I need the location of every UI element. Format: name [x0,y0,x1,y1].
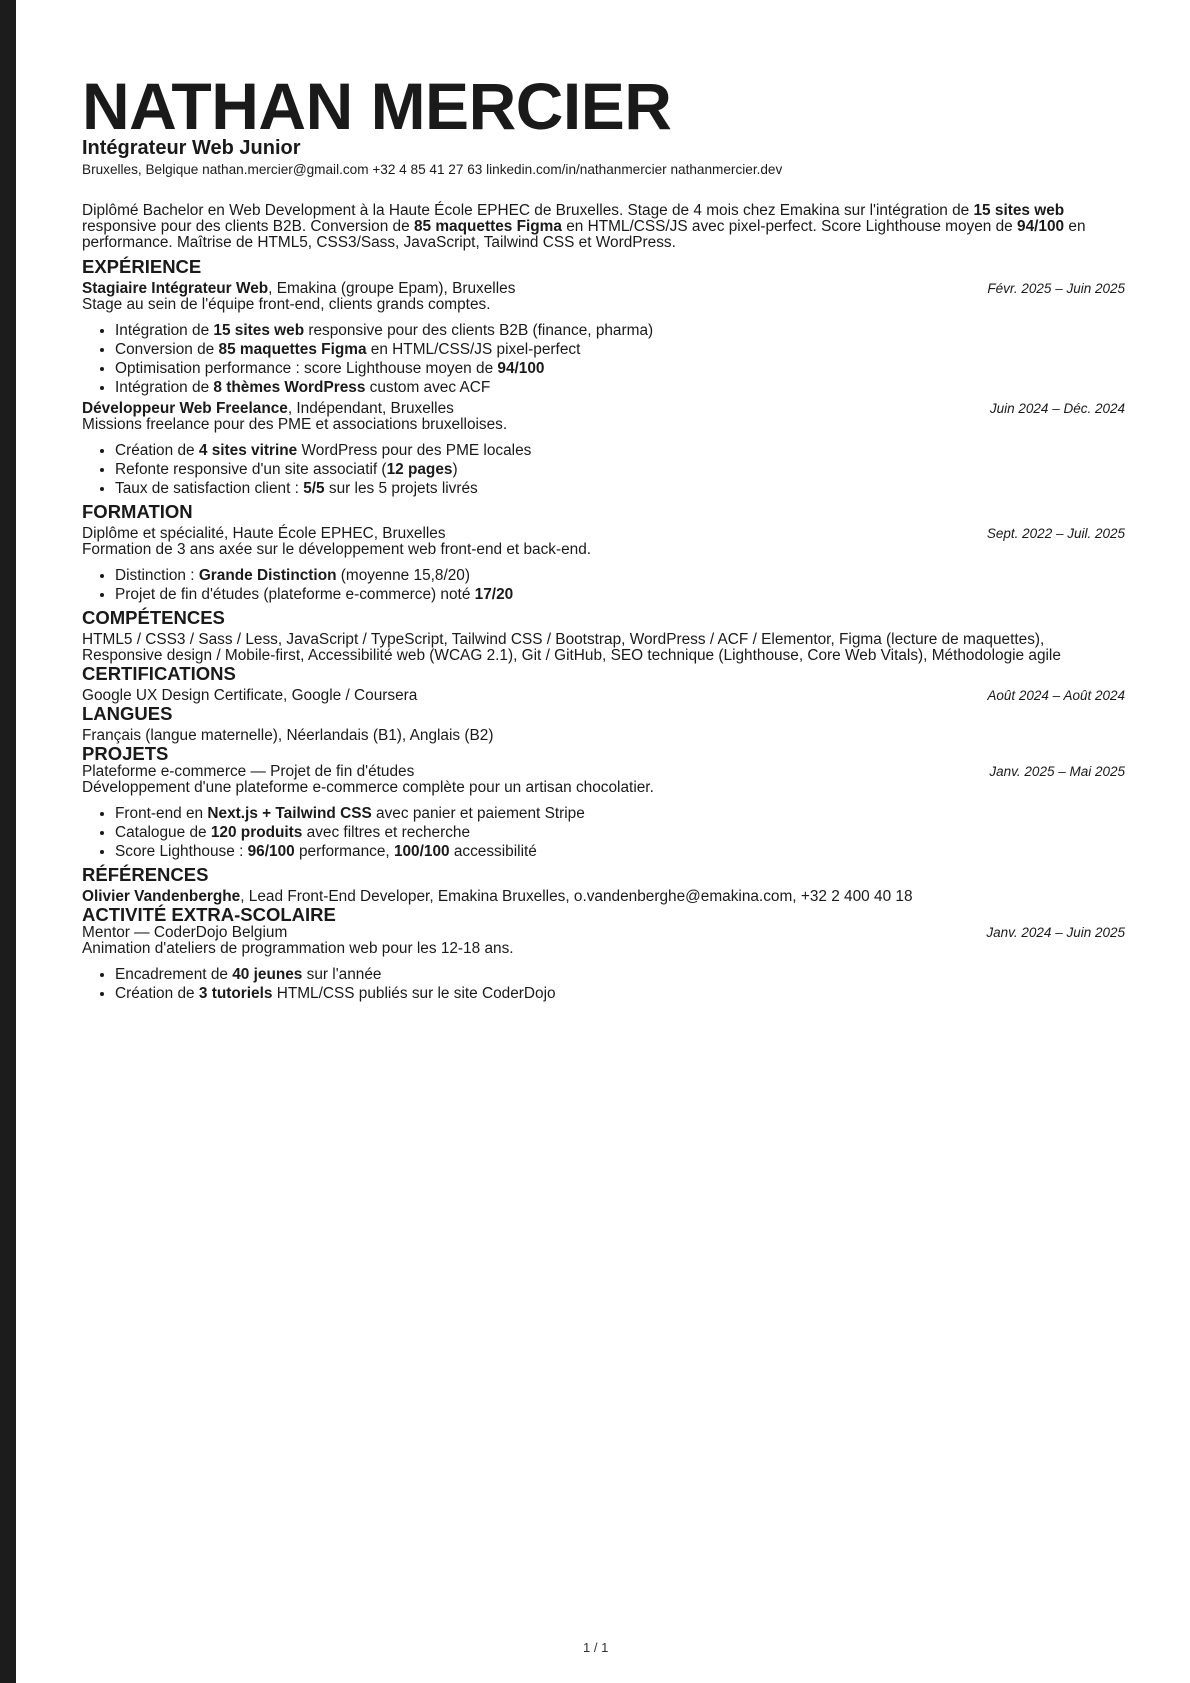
section-title-experience: EXPÉRIENCE [82,256,202,277]
entry-date: Févr. 2025 – Juin 2025 [987,281,1125,296]
entry-org: , Indépendant, Bruxelles [287,400,454,417]
bullet-list [82,804,1125,861]
section-title-skills: COMPÉTENCES [82,607,225,628]
entry-description: Missions freelance pour des PME et associations bruxelloises. [82,416,508,433]
entry-header [82,401,1125,417]
summary: Diplômé Bachelor en Web Development à la Haute École EPHEC de Bruxelles. Stage de 4 mois chez Emakina sur l'intégration de 15 sites web responsive pour des clients B2B. Conversion de 85 maquettes Figma en HTML/CSS/JS avec pixel-perfect. Score Lighthouse moyen de 94/100 en performance. Maîtrise de HTML5, CSS3/Sass, JavaScript, Tailwind CSS et WordPress. [82,202,1086,251]
entry-date: Janv. 2025 – Mai 2025 [989,764,1125,779]
bullet-list [82,321,1125,397]
list-item: • Distinction : Grande Distinction (moyenne 15,8/20) [115,566,1125,585]
list-item: • Score Lighthouse : 96/100 performance, 100/100 accessibilité [115,842,1125,861]
viewer-left-edge [0,0,16,1683]
list-item: • Intégration de 15 sites web responsive pour des clients B2B (finance, pharma) [115,321,1125,340]
entry-date: Août 2024 – Août 2024 [987,688,1125,703]
job-title: Intégrateur Web Junior [82,137,301,159]
resume-body [82,203,1125,1007]
entry-description: Formation de 3 ans axée sur le développement web front-end et back-end. [82,541,592,558]
list-item: • Création de 4 sites vitrine WordPress pour des PME locales [115,441,1125,460]
list-item: • Refonte responsive d'un site associatif (12 pages) [115,460,1125,479]
entry-date: Sept. 2022 – Juil. 2025 [986,526,1125,541]
section-title-languages: LANGUES [82,703,173,724]
section-title-certifications: CERTIFICATIONS [82,663,236,684]
entry-header [82,688,1125,704]
section-title-references: RÉFÉRENCES [82,864,209,885]
section-title-education: FORMATION [82,501,193,522]
languages-text: Français (langue maternelle), Néerlandais (B1), Anglais (B2) [82,727,494,744]
entry-description: Stage au sein de l'équipe front-end, clients grands comptes. [82,296,491,313]
entry-header [82,925,1125,941]
section-title-projects: PROJETS [82,743,169,764]
candidate-name: NATHAN MERCIER [82,69,672,143]
list-item: • Catalogue de 120 produits avec filtres et recherche [115,823,1125,842]
list-item: • Taux de satisfaction client : 5/5 sur les 5 projets livrés [115,479,1125,498]
entry-date: Janv. 2024 – Juin 2025 [986,925,1125,940]
bullet-list [82,566,1125,604]
reference-name: Olivier Vandenberghe [82,888,241,905]
entry-role: Stagiaire Intégrateur Web [82,280,269,297]
list-item: • Création de 3 tutoriels HTML/CSS publiés sur le site CoderDojo [115,984,1125,1003]
contact-line: Bruxelles, Belgique nathan.mercier@gmail.com +32 4 85 41 27 63 linkedin.com/in/nathanmercier nathanmercier.dev [82,162,783,177]
entry-description: Développement d'une plateforme e-commerce complète pour un artisan chocolatier. [82,779,654,796]
entry-role: Mentor — CoderDojo Belgium [82,924,288,941]
list-item: • Intégration de 8 thèmes WordPress custom avec ACF [115,378,1125,397]
bullet-list [82,441,1125,498]
bullet-list [82,965,1125,1003]
entry-role: Plateforme e-commerce — Projet de fin d'études [82,763,415,780]
list-item: • Projet de fin d'études (plateforme e-commerce) noté 17/20 [115,585,1125,604]
skills-text: HTML5 / CSS3 / Sass / Less, JavaScript / TypeScript, Tailwind CSS / Bootstrap, WordPress / ACF / Elementor, Figma (lecture de maquettes), Responsive design / Mobile-first, Accessibilité web (WCAG 2.1), Git / GitHub, SEO technique (Lighthouse, Core Web Vitals), Méthodologie agile [82,631,1061,664]
entry-role: Développeur Web Freelance [82,400,288,417]
entry-date: Juin 2024 – Déc. 2024 [989,401,1125,416]
entry-header [82,281,1125,297]
page-indicator: 1 / 1 [583,1640,609,1655]
entry-org: , Emakina (groupe Epam), Bruxelles [268,280,516,297]
entry-header [82,526,1125,542]
reference-entry: Olivier Vandenberghe, Lead Front-End Developer, Emakina Bruxelles, o.vandenberghe@emakina.com, +32 2 400 40 18 [82,888,913,905]
entry-description: Animation d'ateliers de programmation web pour les 12-18 ans. [82,940,514,957]
list-item: • Front-end en Next.js + Tailwind CSS avec panier et paiement Stripe [115,804,1125,823]
list-item: • Optimisation performance : score Lighthouse moyen de 94/100 [115,359,1125,378]
entry-header [82,764,1125,780]
entry-role: Diplôme et spécialité, Haute École EPHEC, Bruxelles [82,525,446,542]
list-item: • Encadrement de 40 jeunes sur l'année [115,965,1125,984]
entry-role: Google UX Design Certificate, Google / Coursera [82,687,418,704]
list-item: • Conversion de 85 maquettes Figma en HTML/CSS/JS pixel-perfect [115,340,1125,359]
section-title-extracurricular: ACTIVITÉ EXTRA-SCOLAIRE [82,904,336,925]
